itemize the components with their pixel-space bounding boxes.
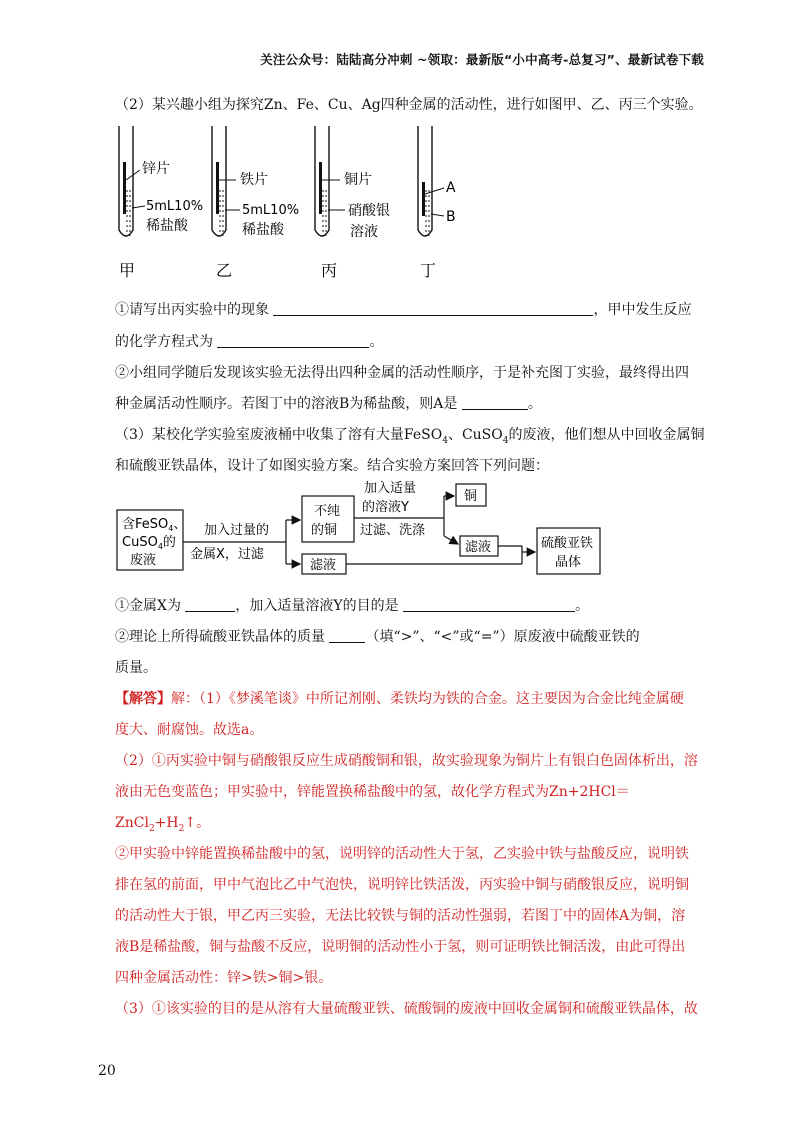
answer-blank[interactable]	[403, 597, 575, 612]
step1-label-a: 加入过量的	[204, 523, 270, 538]
answer-line-4: 液由无色变蓝色；甲实验中，锌能置换稀盐酸中的氢，故化学方程式为Zn+2HCl＝	[115, 784, 630, 800]
step1-label-b: 金属X，过滤	[190, 547, 264, 562]
tube-bing-name: 丙	[321, 261, 338, 280]
q3-2-line1: ②理论上所得硫酸亚铁晶体的质量 （填“>”、“<”或“=”）原废液中硫酸亚铁的	[115, 629, 640, 645]
answer-line-2: 度大、耐腐蚀。故选a。	[115, 722, 264, 738]
tube-jia-label3: 稀盐酸	[146, 218, 188, 234]
answer-line-10: 四种金属活动性：锌>铁>铜>银。	[115, 970, 333, 986]
answer-line-8: 的活动性大于银，甲乙丙三实验，无法比较铁与铜的活动性强弱，若图丁中的固体A为铜，溶	[115, 908, 686, 924]
answer-blank[interactable]	[462, 395, 528, 410]
tube-jia-name: 甲	[119, 261, 136, 280]
tube-ding-name: 丁	[420, 261, 437, 280]
filtrate-label-1: 滤液	[465, 540, 492, 555]
answer-line-7: 排在氢的前面，甲中气泡比乙中气泡快，说明锌比铁活泼，丙实验中铜与硝酸银反应，说明铜	[115, 877, 689, 893]
q2-intro: （2）某兴趣小组为探究Zn、Fe、Cu、Ag四种金属的活动性，进行如图甲、乙、丙三个实验。	[115, 97, 703, 113]
copper-label: 铜	[464, 489, 478, 504]
answer-blank[interactable]	[217, 333, 369, 348]
tube-bing-label3: 溶液	[350, 224, 378, 240]
answer-blank[interactable]	[185, 597, 235, 612]
page-number: 20	[98, 1063, 116, 1079]
q3-intro-line1: （3）某校化学实验室废液桶中收集了溶有大量FeSO$_4$、CuSO$_4$的废液，他们想从中回收金属铜	[115, 427, 705, 446]
q2-1-line2: 的化学方程式为 。	[115, 334, 384, 350]
crystal-label-2: 晶体	[555, 555, 582, 570]
waste-label-3: 废液	[130, 553, 157, 568]
answer-line-1: 【解答】解：（1）《梦溪笔谈》中所记剂刚、柔铁均为铁的合金。这主要因为合金比纯金属硬	[115, 691, 684, 707]
impure-label-1: 不纯	[314, 504, 341, 519]
tube-ding-label-a: A	[446, 180, 456, 196]
waste-label-1: 含FeSO$_4$、	[122, 517, 187, 533]
tube-yi-label3: 稀盐酸	[242, 222, 284, 238]
tube-ding-label-b: B	[446, 209, 456, 225]
tube-jia-label2: 5mL10%	[146, 199, 204, 214]
tube-bing-label1: 铜片	[344, 172, 372, 188]
tube-yi-label1: 铁片	[240, 172, 268, 188]
q3-2-line2: 质量。	[115, 660, 157, 676]
answer-blank[interactable]	[329, 628, 365, 643]
answer-line-11: （3）①该实验的目的是从溶有大量硫酸亚铁、硫酸铜的废液中回收金属铜和硫酸亚铁晶体，故	[115, 1001, 698, 1017]
step2-label-c: 过滤、洗涤	[360, 523, 426, 538]
q3-intro-line2: 和硫酸亚铁晶体，设计了如图实验方案。结合实验方案回答下列问题：	[115, 458, 549, 474]
q2-2-line2: 种金属活动性顺序。若图丁中的溶液B为稀盐酸，则A是 。	[115, 396, 542, 412]
answer-line-3: （2）①丙实验中铜与硝酸银反应生成硝酸铜和银，故实验现象为铜片上有银白色固体析出，溶	[115, 753, 698, 769]
tube-bing-label2: 硝酸银	[348, 203, 390, 219]
q2-2-line1: ②小组同学随后发现该实验无法得出四种金属的活动性顺序，于是补充图丁实验，最终得出四	[115, 365, 689, 381]
tube-jia-label1: 锌片	[142, 161, 170, 177]
step2-label-a: 加入适量	[364, 481, 417, 496]
q2-1-line1: ①请写出丙实验中的现象 ，甲中发生反应	[115, 302, 692, 318]
tube-yi-name: 乙	[216, 261, 233, 280]
answer-line-6: ②甲实验中锌能置换稀盐酸中的氢，说明锌的活动性大于氢，乙实验中铁与盐酸反应，说明铁	[115, 846, 689, 862]
step2-label-b: 的溶液Y	[362, 500, 409, 515]
waste-label-2: CuSO$_4$的	[122, 535, 176, 551]
tube-yi-label2: 5mL10%	[242, 203, 300, 218]
impure-label-2: 的铜	[311, 523, 338, 538]
tube-ding	[418, 126, 432, 236]
q3-1-line: ①金属X为 ，加入适量溶液Y的目的是 。	[115, 598, 590, 614]
page-header: 关注公众号：陆陆高分冲刺 ~领取：最新版“小中高考-总复习”、最新试卷下载	[260, 52, 704, 67]
answer-line-9: 液B是稀盐酸，铜与盐酸不反应，说明铜的活动性小于氢，则可证明铁比铜活泼，由此可得出	[115, 939, 686, 955]
filtrate-label-2: 滤液	[310, 558, 337, 573]
answer-tag: 【解答】	[115, 691, 171, 707]
answer-line-5: $ZnCl_2+H_2↑$。	[115, 815, 211, 834]
test-tube-diagram	[0, 118, 800, 288]
flow-chart	[0, 478, 800, 588]
answer-blank[interactable]	[273, 301, 593, 316]
crystal-label-1: 硫酸亚铁	[541, 536, 594, 551]
